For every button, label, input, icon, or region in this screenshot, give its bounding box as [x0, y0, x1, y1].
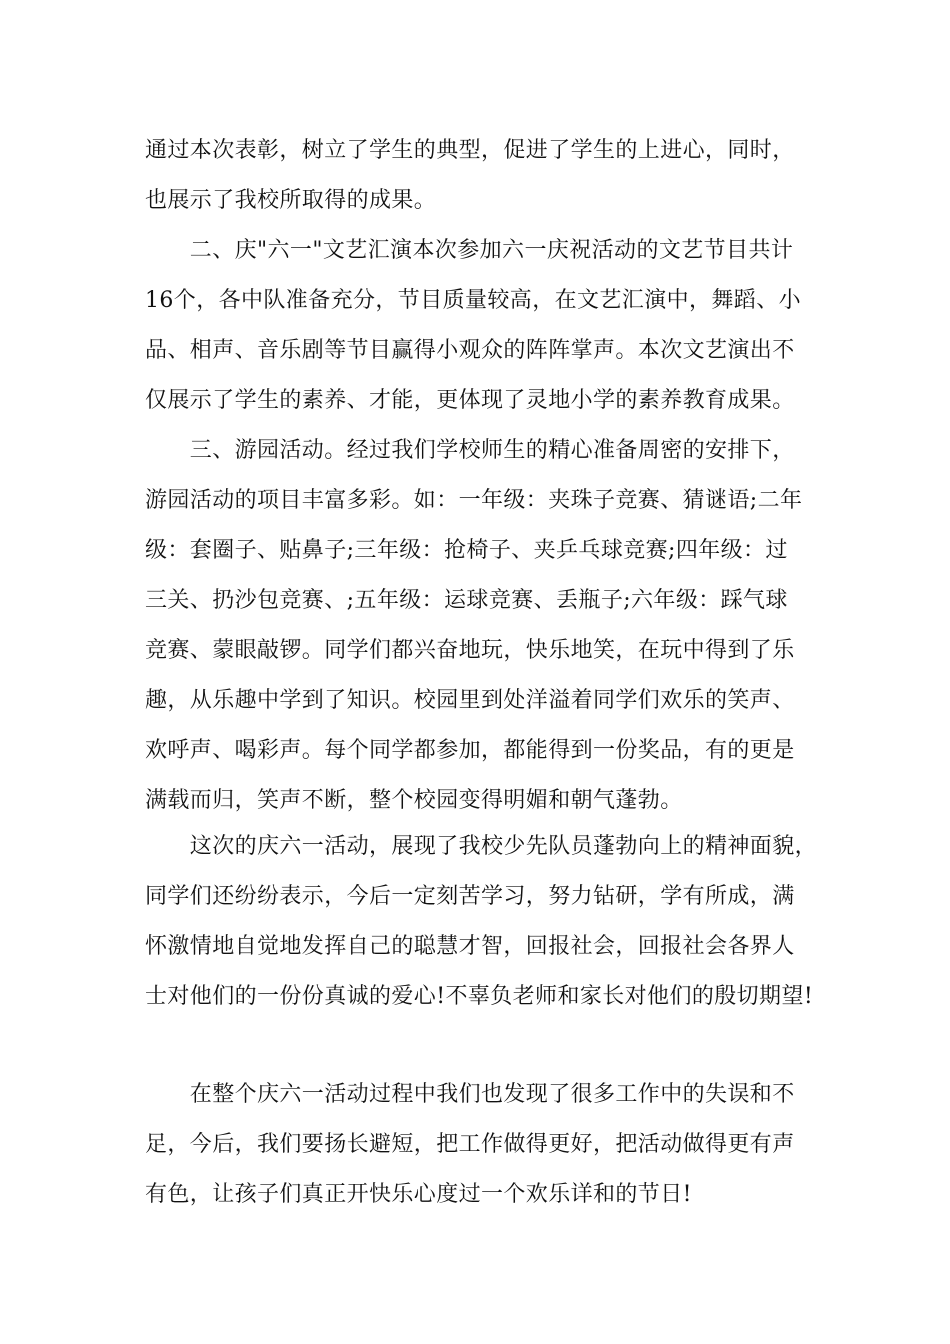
text-line: 同学们还纷纷表示，今后一定刻苦学习，努力钻研，学有所成，满 [145, 884, 795, 909]
paragraph-improvement-plan [145, 1070, 825, 1220]
text-line: 怀激情地自觉地发挥自己的聪慧才智，回报社会，回报社会各界人 [145, 934, 795, 959]
paragraph-commendation-result [145, 126, 825, 226]
text-line: 在整个庆六一活动过程中我们也发现了很多工作中的失误和不 [145, 1082, 795, 1107]
text-line: 士对他们的一份份真诚的爱心!不辜负老师和家长对他们的殷切期望! [145, 984, 814, 1009]
text-line: 游园活动的项目丰富多彩。如：一年级：夹珠子竞赛、猜谜语;二年 [145, 488, 803, 513]
text-line: 趣，从乐趣中学到了知识。校园里到处洋溢着同学们欢乐的笑声、 [145, 688, 795, 713]
text-line: 仅展示了学生的素养、才能，更体现了灵地小学的素养教育成果。 [145, 388, 795, 413]
text-line: 竞赛、蒙眼敲锣。同学们都兴奋地玩，快乐地笑，在玩中得到了乐 [145, 638, 795, 663]
text-line: 三关、扔沙包竞赛、;五年级：运球竞赛、丢瓶子;六年级：踩气球 [145, 588, 788, 613]
text-line: 三、游园活动。经过我们学校师生的精心准备周密的安排下， [145, 438, 795, 463]
text-line: 品、相声、音乐剧等节目赢得小观众的阵阵掌声。本次文艺演出不 [145, 338, 795, 363]
paragraph-garden-activities [145, 426, 825, 826]
paragraph-art-performance [145, 226, 825, 426]
text-line: 也展示了我校所取得的成果。 [145, 188, 437, 213]
text-line: 足，今后，我们要扬长避短，把工作做得更好，把活动做得更有声 [145, 1132, 795, 1157]
text-line: 级：套圈子、贴鼻子;三年级：抢椅子、夹乒乓球竞赛;四年级：过 [145, 538, 788, 563]
text-line: 二、庆"六一"文艺汇演本次参加六一庆祝活动的文艺节目共计 [145, 238, 794, 263]
text-line: 这次的庆六一活动，展现了我校少先队员蓬勃向上的精神面貌， [145, 834, 818, 859]
text-line: 有色，让孩子们真正开快乐心度过一个欢乐详和的节日! [145, 1182, 692, 1207]
text-line: 通过本次表彰，树立了学生的典型，促进了学生的上进心，同时， [145, 138, 795, 163]
text-line: 欢呼声、喝彩声。每个同学都参加，都能得到一份奖品，有的更是 [145, 738, 795, 763]
paragraph-activity-summary [145, 822, 825, 1022]
text-line: 16个，各中队准备充分，节目质量较高，在文艺汇演中，舞蹈、小 [145, 288, 801, 313]
text-line: 满载而归，笑声不断，整个校园变得明媚和朝气蓬勃。 [145, 788, 683, 813]
